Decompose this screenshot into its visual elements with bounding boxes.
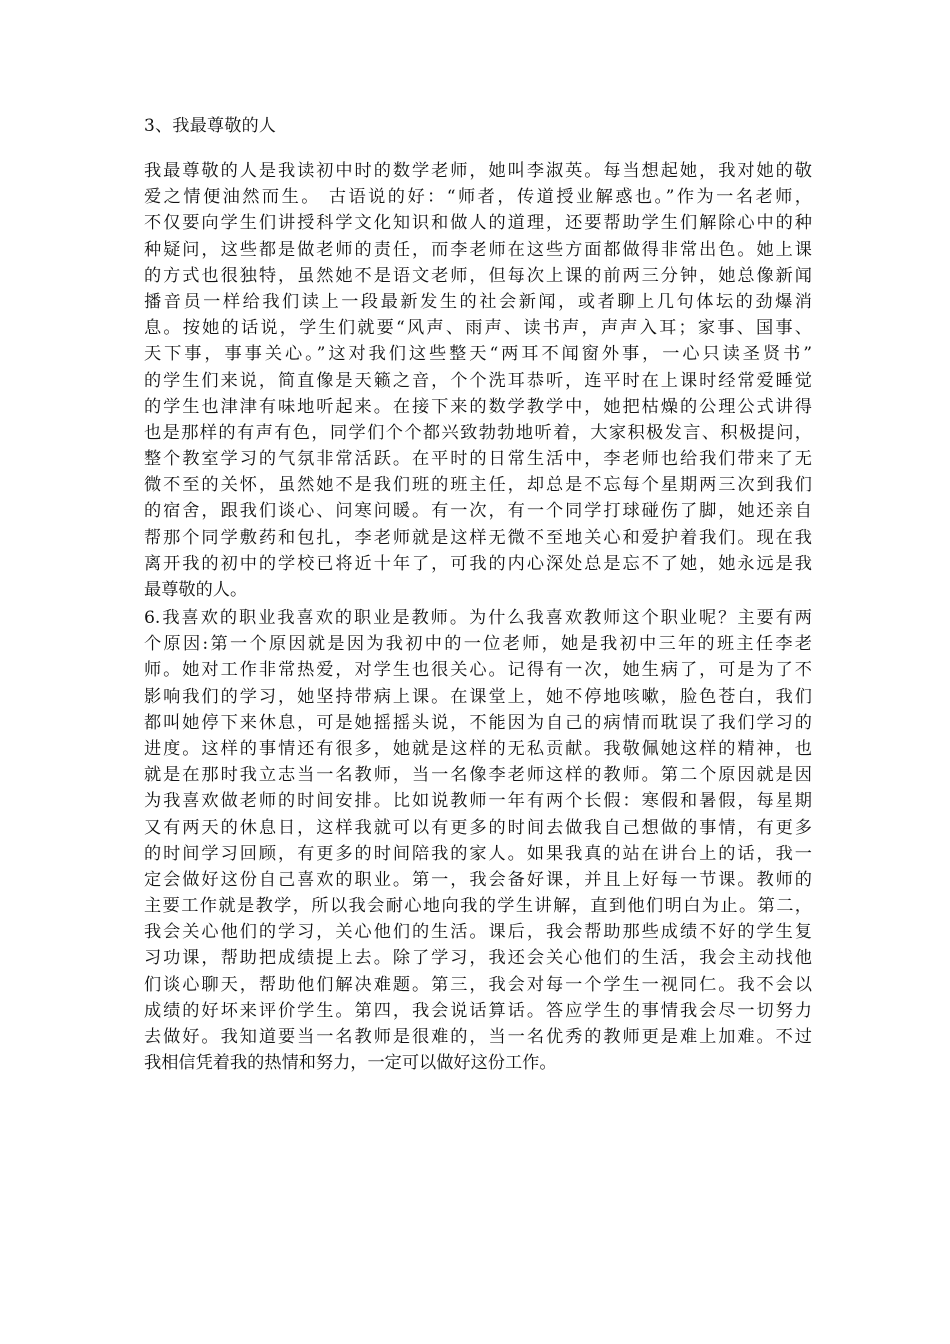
text-line: 种疑问，这些都是做老师的责任，而李老师在这些方面都做得非常出色。她上课 xyxy=(144,239,812,260)
text-line: 成绩的好坏来评价学生。第四，我会说话算话。答应学生的事情我会尽一切努力 xyxy=(144,1000,812,1021)
text-line: 我会关心他们的学习，关心他们的生活。课后，我会帮助那些成绩不好的学生复 xyxy=(144,922,812,943)
text-line: 的方式也很独特，虽然她不是语文老师，但每次上课的前两三分钟，她总像新闻 xyxy=(144,265,812,286)
text-line: 的宿舍，跟我们谈心、问寒问暖。有一次，有一个同学打球碰伤了脚，她还亲自 xyxy=(144,501,812,522)
text-line: 离开我的初中的学校已将近十年了，可我的内心深处总是忘不了她，她永远是我 xyxy=(144,553,812,574)
text-line: 都叫她停下来休息，可是她摇摇头说，不能因为自己的病情而耽误了我们学习的 xyxy=(144,712,812,733)
text-line: 定会做好这份自己喜欢的职业。第一，我会备好课，并且上好每一节课。教师的 xyxy=(144,869,812,890)
text-line: 不仅要向学生们讲授科学文化知识和做人的道理，还要帮助学生们解除心中的种 xyxy=(144,213,812,234)
text-line: 主要工作就是教学，所以我会耐心地向我的学生讲解，直到他们明白为止。第二， xyxy=(144,896,812,917)
paragraph-favorite-career xyxy=(144,605,812,1076)
text-line: 帮那个同学敷药和包扎，李老师就是这样无微不至地关心和爱护着我们。现在我 xyxy=(144,527,812,548)
text-line: 息。按她的话说，学生们就要“风声、雨声、读书声，声声入耳；家事、国事、 xyxy=(144,318,812,339)
text-line: 也是那样的有声有色，同学们个个都兴致勃勃地听着，大家积极发言、积极提问， xyxy=(144,422,812,443)
text-line: 去做好。我知道要当一名教师是很难的，当一名优秀的教师更是难上加难。不过 xyxy=(144,1027,812,1047)
text-line: 进度。这样的事情还有很多，她就是这样的无私贡献。我敬佩她这样的精神，也 xyxy=(144,738,812,759)
text-line: 6.我喜欢的职业我喜欢的职业是教师。为什么我喜欢教师这个职业呢？主要有两 xyxy=(144,608,812,628)
text-line: 又有两天的休息日，这样我就可以有更多的时间去做我自己想做的事情，有更多 xyxy=(144,817,812,838)
text-line: 为我喜欢做老师的时间安排。比如说教师一年有两个长假：寒假和暑假，每星期 xyxy=(144,791,812,812)
text-line: 个原因:第一个原因就是因为我初中的一位老师，她是我初中三年的班主任李老 xyxy=(144,634,812,655)
text-line: 我相信凭着我的热情和努力，一定可以做好这份工作。 xyxy=(144,1053,557,1074)
text-line: 最尊敬的人。 xyxy=(144,580,248,600)
text-line: 天下事，事事关心。”这对我们这些整天“两耳不闻窗外事，一心只读圣贤书” xyxy=(144,344,812,365)
text-line: 整个教室学习的气氛非常活跃。在平时的日常生活中，李老师也给我们带来了无 xyxy=(144,449,812,470)
paragraph-respected-person xyxy=(144,158,812,603)
text-line: 播音员一样给我们读上一段最新发生的社会新闻，或者聊上几句体坛的劲爆消 xyxy=(144,291,812,312)
text-line: 我最尊敬的人是我读初中时的数学老师，她叫李淑英。每当想起她，我对她的敬 xyxy=(144,161,812,181)
text-line: 的学生们来说，简直像是天籁之音，个个洗耳恭听，连平时在上课时经常爱睡觉 xyxy=(144,370,812,391)
text-line: 就是在那时我立志当一名教师，当一名像李老师这样的教师。第二个原因就是因 xyxy=(144,765,812,786)
section-heading: 3、我最尊敬的人 xyxy=(144,116,277,136)
text-line: 师。她对工作非常热爱，对学生也很关心。记得有一次，她生病了，可是为了不 xyxy=(144,660,812,681)
text-line: 爱之情便油然而生。 古语说的好：“师者，传道授业解惑也。”作为一名老师， xyxy=(144,187,812,208)
text-line: 影响我们的学习，她坚持带病上课。在课堂上，她不停地咳嗽，脸色苍白，我们 xyxy=(144,686,812,707)
text-line: 微不至的关怀，虽然她不是我们班的班主任，却总是不忘每个星期两三次到我们 xyxy=(144,475,812,496)
text-line: 的时间学习回顾，有更多的时间陪我的家人。如果我真的站在讲台上的话，我一 xyxy=(144,843,812,864)
text-line: 习功课，帮助把成绩提上去。除了学习，我还会关心他们的生活，我会主动找他 xyxy=(144,948,812,969)
text-line: 们谈心聊天，帮助他们解决难题。第三，我会对每一个学生一视同仁。我不会以 xyxy=(144,974,812,995)
text-line: 的学生也津津有味地听起来。在接下来的数学教学中，她把枯燥的公理公式讲得 xyxy=(144,396,812,417)
